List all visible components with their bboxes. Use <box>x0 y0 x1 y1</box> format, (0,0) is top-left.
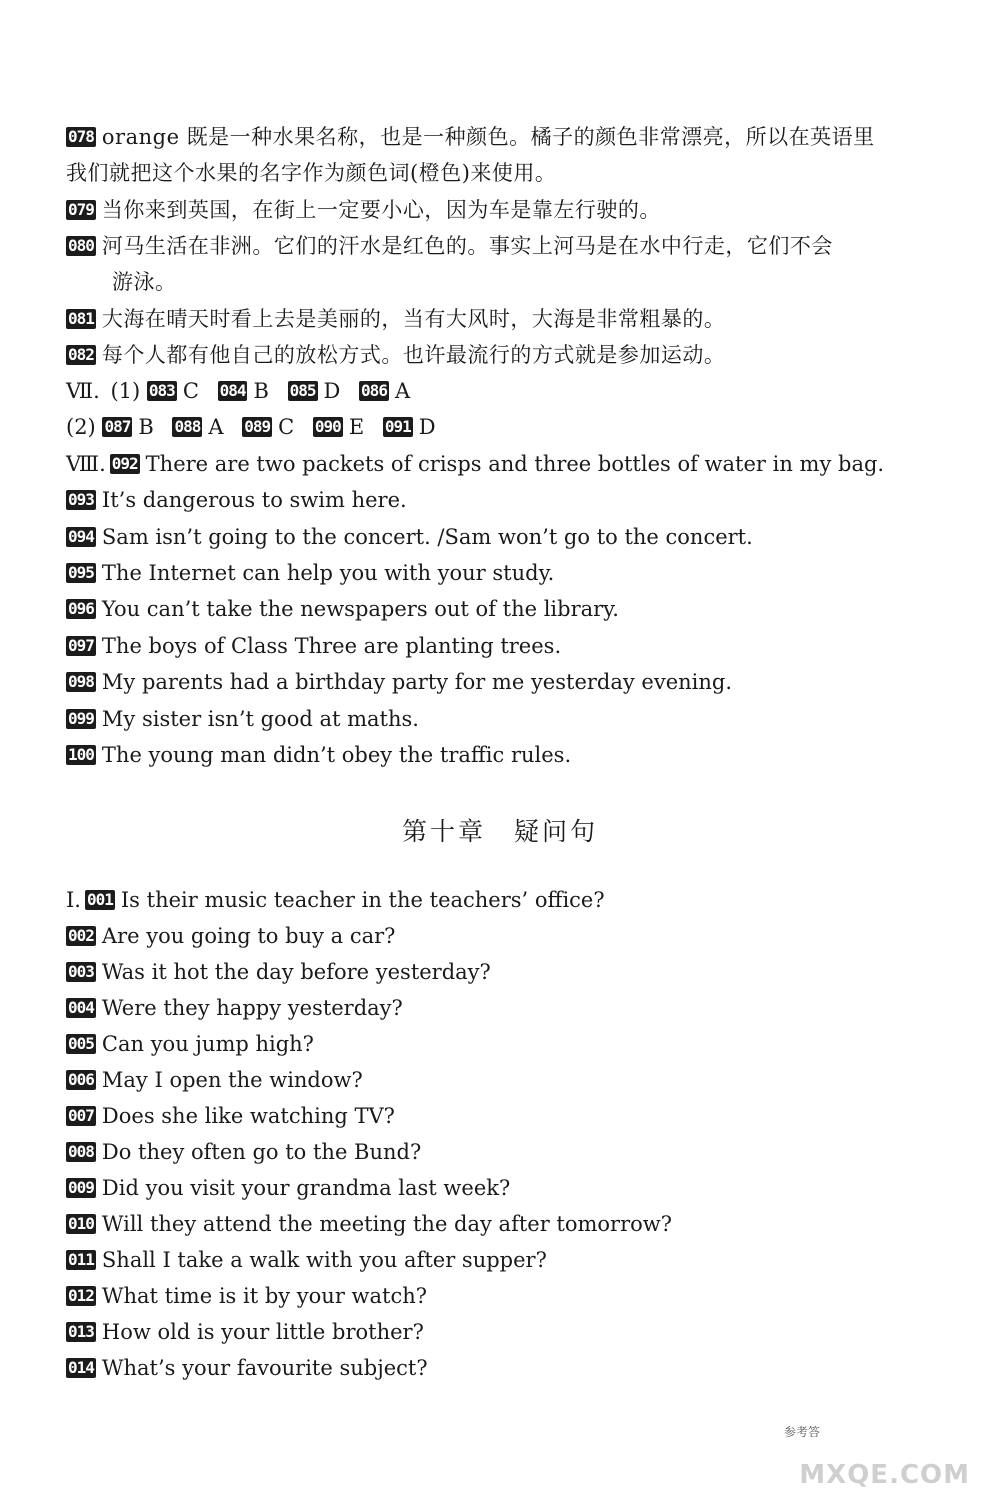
question-number: 001 <box>86 890 113 909</box>
answer-text: 游泳。 <box>112 270 177 294</box>
question-number: 097 <box>68 636 94 655</box>
question-number: 003 <box>68 962 94 981</box>
section-number: Ⅷ. <box>66 452 106 476</box>
item-010 <box>66 1210 672 1238</box>
question-number: 010 <box>68 1214 94 1233</box>
answer-text: Do they often go to the Bund? <box>101 1140 422 1164</box>
question-number: 086 <box>361 381 387 400</box>
item-092 <box>66 450 884 478</box>
item-096 <box>66 595 619 623</box>
item-014 <box>66 1354 428 1382</box>
section-number: Ⅰ. <box>66 888 81 912</box>
answer-text: 我们就把这个水果的名字作为颜色词(橙色)来使用。 <box>66 161 557 185</box>
section-number: Ⅶ. <box>66 379 100 403</box>
answer-letter: B <box>253 379 269 403</box>
question-number: 099 <box>68 709 94 728</box>
answer-text: What’s your favourite subject? <box>101 1356 428 1380</box>
question-number: 080 <box>68 236 94 255</box>
question-number: 087 <box>104 417 131 436</box>
item-011 <box>66 1246 547 1274</box>
answer-text: Can you jump high? <box>101 1032 314 1056</box>
answer-text: It’s dangerous to swim here. <box>101 488 407 512</box>
question-number: 009 <box>68 1178 94 1197</box>
item-003 <box>66 958 491 986</box>
item-079 <box>66 196 661 224</box>
answer-letter: C <box>182 379 199 403</box>
answer-text: 当你来到英国，在街上一定要小心，因为车是靠左行驶的。 <box>101 198 661 222</box>
answer-text: orange 既是一种水果名称，也是一种颜色。橘子的颜色非常漂亮，所以在英语里 <box>101 125 875 149</box>
question-number: 013 <box>68 1322 94 1341</box>
item-001 <box>66 886 605 914</box>
question-number: 008 <box>68 1142 94 1161</box>
answer-text: 每个人都有他自己的放松方式。也许最流行的方式就是参加运动。 <box>101 343 726 367</box>
item-081 <box>66 305 725 333</box>
item-080-line1 <box>66 232 833 260</box>
item-097 <box>66 632 561 660</box>
footer-label: 参考答 <box>783 1425 820 1439</box>
answer-text: What time is it by your watch? <box>101 1284 428 1308</box>
answer-text: Is their music teacher in the teachers’ office? <box>120 888 605 912</box>
item-004 <box>66 994 403 1022</box>
item-082 <box>66 341 725 369</box>
part-label: (2) <box>66 415 96 439</box>
question-number: 004 <box>68 998 94 1017</box>
question-number: 006 <box>68 1070 94 1089</box>
answer-letter: E <box>348 415 365 439</box>
answer-text: How old is your little brother? <box>101 1320 424 1344</box>
question-number: 085 <box>289 381 316 400</box>
item-098 <box>66 668 732 696</box>
question-number: 088 <box>174 417 201 436</box>
answer-text: Shall I take a walk with you after supper? <box>101 1248 547 1272</box>
question-number: 093 <box>68 490 94 509</box>
item-095 <box>66 559 554 587</box>
question-number: 081 <box>68 309 94 328</box>
chapter-title: 第十章 疑问句 <box>401 817 598 846</box>
question-number: 100 <box>68 745 94 764</box>
answer-text: 河马生活在非洲。它们的汗水是红色的。事实上河马是在水中行走，它们不会 <box>101 234 833 258</box>
question-number: 092 <box>111 454 138 473</box>
item-099 <box>66 705 419 733</box>
part-label: (1) <box>110 379 141 403</box>
question-number: 098 <box>68 672 94 691</box>
watermark: MXQE.COM <box>799 1460 970 1490</box>
item-013 <box>66 1318 424 1346</box>
question-number: 002 <box>68 926 94 945</box>
item-078-line1 <box>66 123 875 151</box>
answer-text: The young man didn’t obey the traffic rules. <box>101 743 572 767</box>
answer-letter: B <box>138 415 154 439</box>
question-number: 078 <box>68 127 94 146</box>
question-number: 014 <box>68 1358 94 1377</box>
question-number: 094 <box>68 527 94 546</box>
answer-text: You can’t take the newspapers out of the library. <box>101 597 619 621</box>
answer-letter: D <box>418 415 436 439</box>
item-005 <box>66 1030 314 1058</box>
question-number: 005 <box>68 1034 94 1053</box>
answer-text: Were they happy yesterday? <box>101 996 403 1020</box>
question-number: 091 <box>384 417 411 436</box>
section-7-part-1 <box>66 377 422 405</box>
item-008 <box>66 1138 421 1166</box>
answer-letter: A <box>208 415 224 439</box>
question-number: 007 <box>68 1106 94 1125</box>
question-number: 096 <box>68 599 94 618</box>
item-009 <box>66 1174 510 1202</box>
item-002 <box>66 922 395 950</box>
question-number: 012 <box>68 1286 94 1305</box>
answer-text: The boys of Class Three are planting trees. <box>101 634 562 658</box>
item-093 <box>66 486 407 514</box>
answer-text: 大海在晴天时看上去是美丽的，当有大风时，大海是非常粗暴的。 <box>101 307 726 331</box>
item-007 <box>66 1102 395 1130</box>
answer-text: Will they attend the meeting the day after tomorrow? <box>101 1212 673 1236</box>
item-006 <box>66 1066 363 1094</box>
answer-letter: D <box>323 379 341 403</box>
item-078-line2 <box>66 159 556 187</box>
question-number: 095 <box>68 563 94 582</box>
answer-text: May I open the window? <box>101 1068 363 1092</box>
question-number: 089 <box>244 417 271 436</box>
answer-text: My sister isn’t good at maths. <box>101 707 419 731</box>
item-012 <box>66 1282 427 1310</box>
answer-letter: A <box>394 379 411 403</box>
item-100 <box>66 741 571 769</box>
question-number: 082 <box>68 345 94 364</box>
question-number: 084 <box>219 381 246 400</box>
answer-text: My parents had a birthday party for me yesterday evening. <box>101 670 733 694</box>
answer-text: Did you visit your grandma last week? <box>101 1176 511 1200</box>
item-094 <box>66 523 753 551</box>
answer-text: Are you going to buy a car? <box>101 924 396 948</box>
question-number: 011 <box>68 1250 94 1269</box>
question-number: 090 <box>314 417 341 436</box>
item-080-line2 <box>112 268 177 296</box>
section-7-part-2 <box>66 413 448 441</box>
answer-text: Was it hot the day before yesterday? <box>101 960 491 984</box>
question-number: 083 <box>148 381 175 400</box>
answer-text: Does she like watching TV? <box>101 1104 395 1128</box>
answer-text: The Internet can help you with your study. <box>101 561 555 585</box>
question-number: 079 <box>68 200 94 219</box>
answer-text: There are two packets of crisps and three bottles of water in my bag. <box>145 452 885 476</box>
answer-letter: C <box>278 415 295 439</box>
answer-text: Sam isn’t going to the concert. /Sam won’t go to the concert. <box>101 525 753 549</box>
